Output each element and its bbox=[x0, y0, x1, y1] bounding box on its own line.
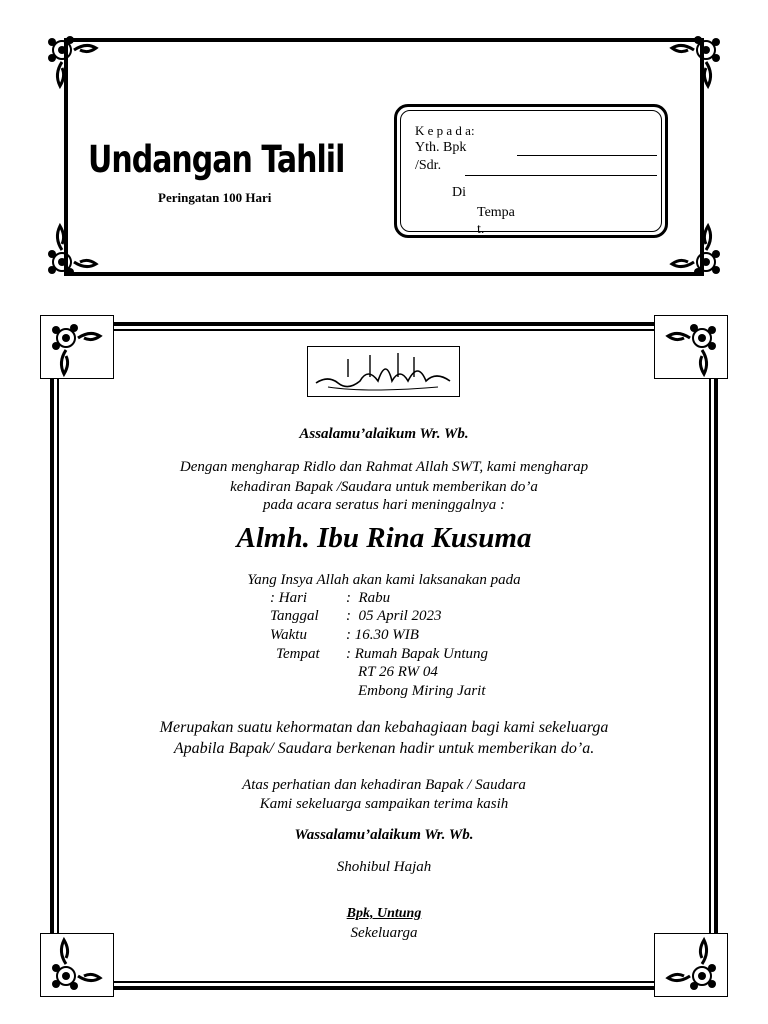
honor-line: Apabila Bapak/ Saudara berkenan hadir untuk memberikan do’a. bbox=[173, 740, 595, 757]
flower-ornament-icon bbox=[44, 934, 108, 998]
schedule-tempat-label: Tempat bbox=[276, 646, 320, 662]
address-name-line bbox=[517, 155, 657, 156]
schedule-waktu-value: : 16.30 WIB bbox=[346, 627, 419, 643]
schedule-hari-value: : Rabu bbox=[346, 590, 391, 606]
schedule-intro: Yang Insya Allah akan kami laksanakan pada bbox=[247, 572, 521, 588]
honor-line: Merupakan suatu kehormatan dan kebahagiaan bagi kami sekeluarga bbox=[159, 719, 609, 736]
schedule-tanggal-label: Tanggal bbox=[270, 608, 319, 624]
deceased-name: Almh. Ibu Rina Kusuma bbox=[236, 522, 532, 554]
intro-line: kehadiran Bapak /Saudara untuk memberikan do’a bbox=[230, 479, 538, 495]
signature-name: Bpk, Untung bbox=[346, 906, 422, 921]
bismillah-calligraphy bbox=[307, 346, 460, 397]
schedule-tempat-value: : Rumah Bapak Untung bbox=[346, 646, 489, 662]
closing-greeting: Wassalamu’alaikum Wr. Wb. bbox=[294, 827, 474, 843]
intro-line: pada acara seratus hari meninggalnya : bbox=[262, 497, 506, 513]
invitation-title: Undangan Tahlil bbox=[88, 138, 345, 182]
address-sdr-line bbox=[465, 175, 657, 176]
address-kepada-label: K e p a d a: bbox=[415, 123, 475, 138]
schedule-tanggal-value: : 05 April 2023 bbox=[346, 608, 442, 624]
flower-ornament-icon bbox=[660, 316, 724, 380]
address-di-label: Di bbox=[452, 185, 466, 200]
signature-family: Sekeluarga bbox=[350, 925, 418, 941]
address-sdr-label: /Sdr. bbox=[415, 158, 442, 173]
schedule-waktu-label: Waktu bbox=[270, 627, 307, 643]
opening-greeting: Assalamu’alaikum Wr. Wb. bbox=[299, 426, 469, 442]
thanks-line: Kami sekeluarga sampaikan terima kasih bbox=[259, 796, 509, 812]
host-label: Shohibul Hajah bbox=[336, 859, 432, 875]
flower-ornament-icon bbox=[40, 220, 104, 284]
flower-ornament-icon bbox=[664, 28, 728, 92]
intro-line: Dengan mengharap Ridlo dan Rahmat Allah SWT, kami mengharap bbox=[179, 459, 589, 475]
address-tempat-suffix: t. bbox=[477, 222, 485, 234]
schedule-hari-label: : Hari bbox=[270, 590, 308, 606]
schedule-tempat-line: RT 26 RW 04 bbox=[358, 664, 438, 680]
address-tempat-label: Tempa bbox=[477, 205, 515, 220]
flower-ornament-icon bbox=[40, 28, 104, 92]
flower-ornament-icon bbox=[664, 220, 728, 284]
invitation-subtitle: Peringatan 100 Hari bbox=[158, 190, 272, 205]
calligraphy-icon bbox=[308, 347, 459, 396]
flower-ornament-icon bbox=[44, 316, 108, 380]
thanks-line: Atas perhatian dan kehadiran Bapak / Saudara bbox=[242, 777, 526, 793]
flower-ornament-icon bbox=[660, 934, 724, 998]
address-yth-label: Yth. Bpk bbox=[415, 140, 467, 155]
schedule-tempat-line: Embong Miring Jarit bbox=[358, 683, 486, 699]
